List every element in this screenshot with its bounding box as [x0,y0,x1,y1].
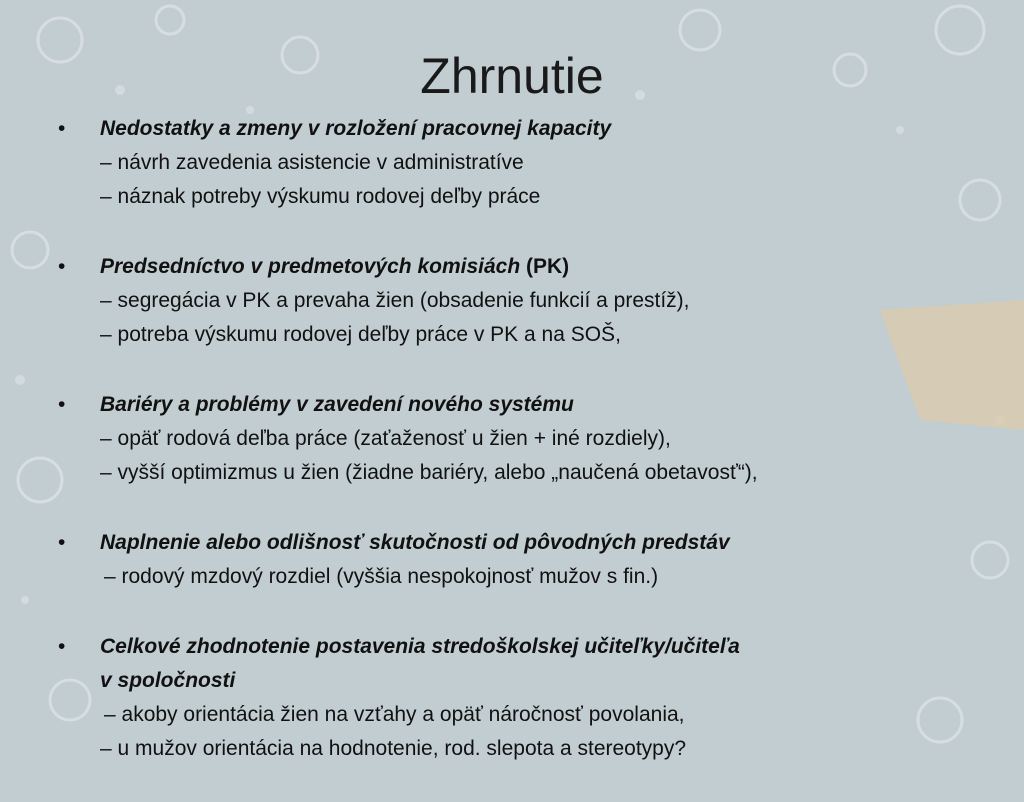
sub-point: – akoby orientácia žien na vzťahy a opäť náročnosť povolania, [104,703,685,726]
heading-text: Celkové zhodnotenie postavenia stredoškolskej učiteľky/učiteľa [100,635,740,658]
heading-text: Nedostatky a zmeny v rozložení pracovnej kapacity [100,117,612,140]
item-heading [58,388,998,422]
list-item [58,112,998,214]
bullet-icon: • [58,117,66,140]
item-heading [58,630,998,664]
item-heading [58,112,998,146]
item-heading [58,526,998,560]
heading-text: Bariéry a problémy v zavedení nového systému [100,393,574,416]
item-heading-line2 [58,664,998,698]
sub-point: – opäť rodová deľba práce (zaťaženosť u žien + iné rozdiely), [100,427,671,450]
bullet-icon: • [58,255,66,278]
slide-title: Zhrnutie [420,48,604,104]
list-item [58,630,998,766]
sub-point: – u mužov orientácia na hodnotenie, rod. slepota a stereotypy? [100,737,687,760]
heading-suffix: (PK) [520,255,570,278]
list-item [58,526,998,594]
bullet-icon: • [58,635,66,658]
sub-point: – vyšší optimizmus u žien (žiadne bariéry, alebo „naučená obetavosť“), [100,461,758,484]
heading-text: Naplnenie alebo odlišnosť skutočnosti od pôvodných predstáv [100,531,730,554]
sub-point: – potreba výskumu rodovej deľby práce v PK a na SOŠ, [100,323,621,346]
list-item [58,388,998,490]
heading-text-line2: v spoločnosti [100,669,236,692]
sub-point: – návrh zavedenia asistencie v administratíve [100,151,524,174]
sub-point: – rodový mzdový rozdiel (vyššia nespokojnosť mužov s fin.) [104,565,659,588]
heading-text: Predsedníctvo v predmetových komisiách [100,255,521,278]
list-item [58,250,998,352]
sub-point: – náznak potreby výskumu rodovej deľby práce [100,185,541,208]
bullet-icon: • [58,393,66,416]
bullet-list [58,112,998,802]
item-heading [58,250,998,284]
sub-point: – segregácia v PK a prevaha žien (obsadenie funkcií a prestíž), [100,289,690,312]
bullet-icon: • [58,531,66,554]
